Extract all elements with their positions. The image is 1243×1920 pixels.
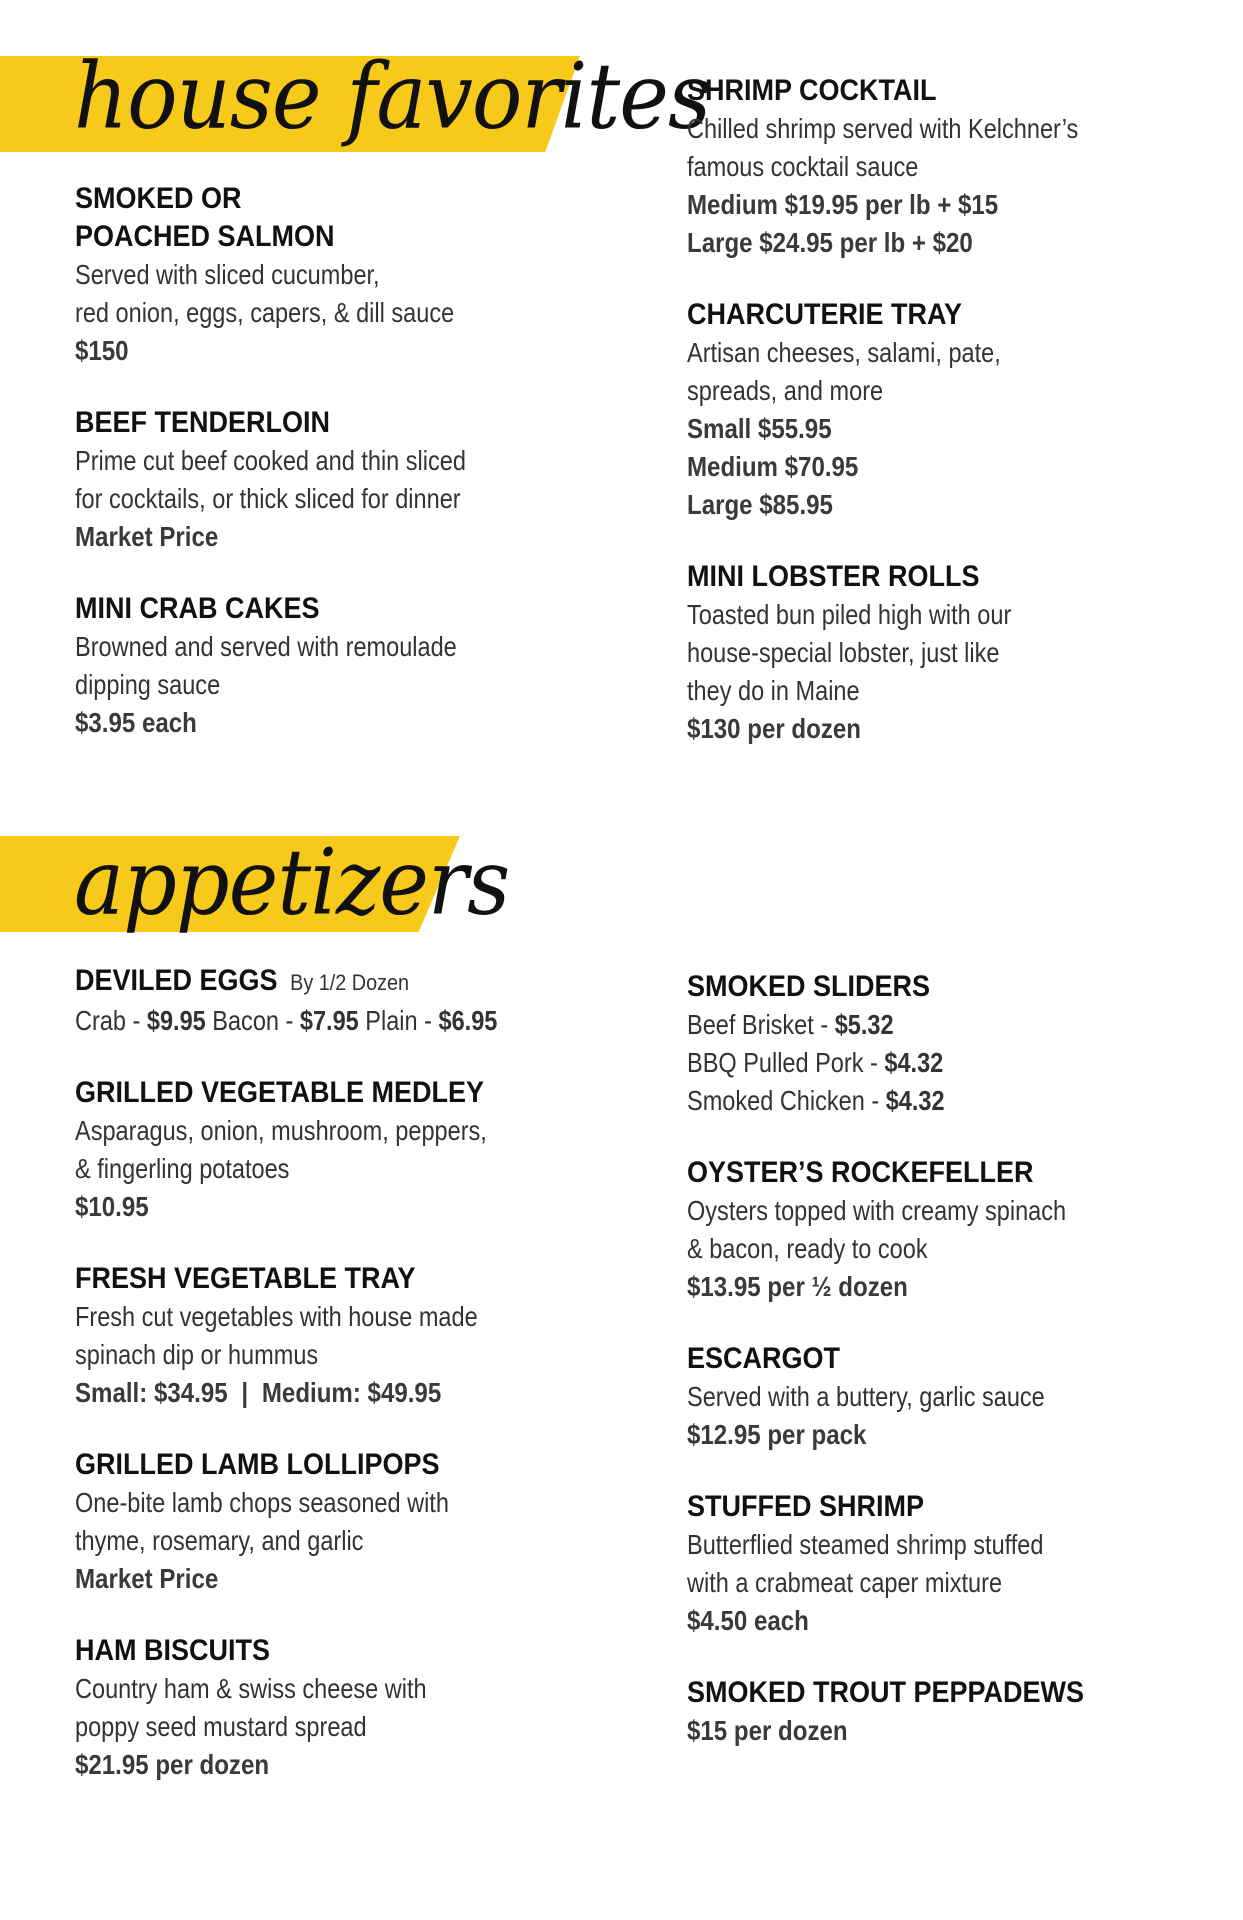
medium-price: Medium: $49.95	[261, 1377, 442, 1408]
menu-item-price: Market Price	[75, 1563, 219, 1594]
menu-item-price: Market Price	[75, 521, 219, 552]
menu-item-name: CHARCUTERIE TRAY	[687, 298, 963, 331]
menu-item-price: $15 per dozen	[687, 1715, 848, 1746]
appetizers-right-list	[687, 1154, 1207, 1750]
option-price: $4.32	[884, 1047, 944, 1078]
menu-item-price: $10.95	[75, 1191, 149, 1222]
menu-item-price: $150	[75, 335, 129, 366]
deviled-eggs-name: DEVILED EGGS	[75, 964, 278, 997]
menu-item-name: SMOKED SLIDERS	[687, 970, 931, 1003]
menu-item-description: with a crabmeat caper mixture	[687, 1567, 1003, 1598]
menu-item-name: GRILLED LAMB LOLLIPOPS	[75, 1448, 440, 1481]
menu-item-description: Served with a buttery, garlic sauce	[687, 1381, 1045, 1412]
menu-item-beef-tenderloin	[75, 404, 575, 556]
menu-item-description: red onion, eggs, capers, & dill sauce	[75, 297, 455, 328]
menu-item-name: OYSTER’S ROCKEFELLER	[687, 1156, 1034, 1189]
menu-item-fresh-vegetable-tray	[75, 1260, 635, 1412]
menu-item-shrimp-cocktail	[687, 72, 1207, 262]
menu-item-mini-lobster-rolls	[687, 558, 1207, 748]
menu-item-price: Large $85.95	[687, 489, 833, 520]
menu-item-name: SHRIMP COCKTAIL	[687, 74, 937, 107]
menu-item-deviled-eggs	[75, 962, 635, 1040]
menu-item-description: & bacon, ready to cook	[687, 1233, 928, 1264]
menu-item-name: POACHED SALMON	[75, 220, 335, 253]
deviled-eggs-note: By 1/2 Dozen	[290, 970, 410, 995]
option-price: $5.32	[834, 1009, 894, 1040]
option-label: Smoked Chicken -	[687, 1085, 886, 1116]
menu-item-description: poppy seed mustard spread	[75, 1711, 367, 1742]
option-label: Crab -	[75, 1005, 147, 1036]
house-favorites-right-column	[687, 72, 1207, 782]
menu-item-description: house-special lobster, just like	[687, 637, 1000, 668]
menu-item-name: ESCARGOT	[687, 1342, 841, 1375]
house-favorites-left-column	[75, 180, 575, 776]
menu-item-oyster-s-rockefeller	[687, 1154, 1207, 1306]
appetizers-right-column	[687, 968, 1207, 1784]
slider-options	[687, 1006, 1207, 1120]
menu-item-name: STUFFED SHRIMP	[687, 1490, 925, 1523]
house-favorites-heading: house favorites	[74, 43, 711, 149]
option-price: $6.95	[438, 1005, 498, 1036]
menu-item-description: famous cocktail sauce	[687, 151, 919, 182]
menu-item-description: Asparagus, onion, mushroom, peppers,	[75, 1115, 487, 1146]
menu-item-price: Medium $19.95 per lb + $15	[687, 189, 999, 220]
menu-item-ham-biscuits	[75, 1632, 635, 1784]
option-label: Plain -	[365, 1005, 439, 1036]
menu-item-price: $130 per dozen	[687, 713, 861, 744]
menu-item-escargot	[687, 1340, 1207, 1454]
slider-option	[687, 1006, 1124, 1044]
price-separator: |	[241, 1377, 249, 1408]
menu-item-price: $21.95 per dozen	[75, 1749, 270, 1780]
option-label: Beef Brisket -	[687, 1009, 835, 1040]
appetizers-left-list	[75, 1074, 635, 1784]
menu-item-name: FRESH VEGETABLE TRAY	[75, 1262, 416, 1295]
option-label: BBQ Pulled Pork -	[687, 1047, 885, 1078]
menu-item-description: thyme, rosemary, and garlic	[75, 1525, 364, 1556]
menu-item-description: Chilled shrimp served with Kelchner’s	[687, 113, 1079, 144]
menu-item-name: GRILLED VEGETABLE MEDLEY	[75, 1076, 485, 1109]
menu-item-price: Medium $70.95	[687, 451, 859, 482]
menu-item-description: One-bite lamb chops seasoned with	[75, 1487, 449, 1518]
menu-item-description: Toasted bun piled high with our	[687, 599, 1012, 630]
appetizers-left-column	[75, 962, 635, 1818]
menu-item-description: dipping sauce	[75, 669, 221, 700]
menu-item-description: Country ham & swiss cheese with	[75, 1673, 427, 1704]
menu-item-name: SMOKED OR	[75, 182, 242, 215]
menu-item-name	[75, 962, 579, 1002]
menu-item-description: & fingerling potatoes	[75, 1153, 290, 1184]
vegetable-tray-prices	[75, 1374, 557, 1412]
menu-item-stuffed-shrimp	[687, 1488, 1207, 1640]
menu-item-charcuterie-tray	[687, 296, 1207, 524]
menu-item-name: SMOKED TROUT PEPPADEWS	[687, 1676, 1085, 1709]
menu-item-grilled-vegetable-medley	[75, 1074, 635, 1226]
menu-item-price: $4.50 each	[687, 1605, 809, 1636]
deviled-eggs-options	[75, 1002, 545, 1040]
menu-item-description: they do in Maine	[687, 675, 860, 706]
menu-item-description: Prime cut beef cooked and thin sliced	[75, 445, 466, 476]
menu-item-smoked-trout-peppadews	[687, 1674, 1207, 1750]
menu-item-grilled-lamb-lollipops	[75, 1446, 635, 1598]
menu-item-name: HAM BISCUITS	[75, 1634, 271, 1667]
menu-item-name: MINI CRAB CAKES	[75, 592, 320, 625]
menu-item-description: Fresh cut vegetables with house made	[75, 1301, 478, 1332]
small-price: Small: $34.95	[75, 1377, 228, 1408]
menu-item-description: for cocktails, or thick sliced for dinner	[75, 483, 461, 514]
menu-item-name: MINI LOBSTER ROLLS	[687, 560, 980, 593]
menu-item-price: $13.95 per ½ dozen	[687, 1271, 908, 1302]
menu-item-description: spreads, and more	[687, 375, 884, 406]
menu-item-description: Butterflied steamed shrimp stuffed	[687, 1529, 1044, 1560]
option-label: Bacon -	[212, 1005, 300, 1036]
appetizers-heading: appetizers	[74, 829, 510, 935]
menu-item-smoked-or-poached-salmon	[75, 180, 575, 370]
menu-item-description: Artisan cheeses, salami, pate,	[687, 337, 1001, 368]
option-price: $4.32	[885, 1085, 945, 1116]
menu-item-description: Oysters topped with creamy spinach	[687, 1195, 1067, 1226]
option-price: $9.95	[146, 1005, 206, 1036]
menu-item-price: $3.95 each	[75, 707, 197, 738]
menu-item-price: $12.95 per pack	[687, 1419, 867, 1450]
slider-option	[687, 1044, 1124, 1082]
menu-item-mini-crab-cakes	[75, 590, 575, 742]
menu-item-description: Browned and served with remoulade	[75, 631, 457, 662]
slider-option	[687, 1082, 1124, 1120]
menu-item-description: spinach dip or hummus	[75, 1339, 319, 1370]
menu-item-smoked-sliders	[687, 968, 1207, 1120]
menu-item-price: Small $55.95	[687, 413, 832, 444]
menu-item-description: Served with sliced cucumber,	[75, 259, 380, 290]
option-price: $7.95	[299, 1005, 359, 1036]
menu-item-name: BEEF TENDERLOIN	[75, 406, 331, 439]
menu-item-price: Large $24.95 per lb + $20	[687, 227, 973, 258]
